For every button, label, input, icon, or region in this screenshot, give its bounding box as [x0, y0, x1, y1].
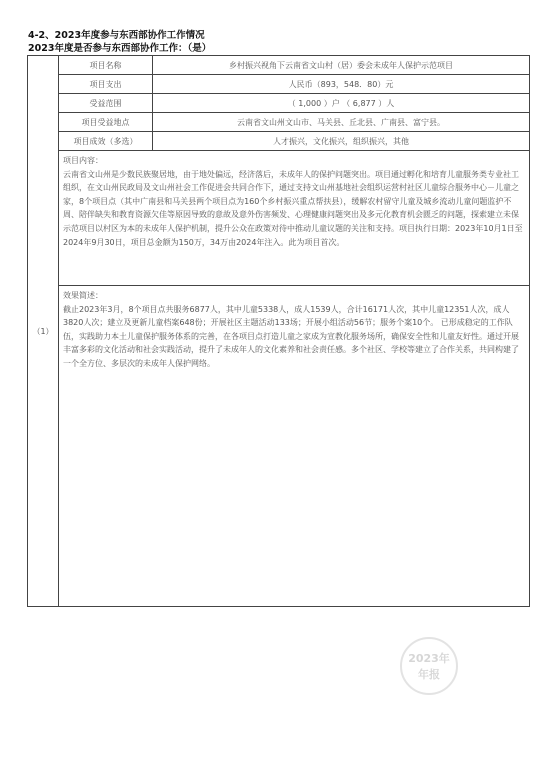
table-row — [28, 151, 530, 286]
benefit-location-value: 云南省文山州文山市、马关县、丘北县、广南县、富宁县。 — [153, 113, 530, 132]
project-name-label: 项目名称 — [59, 56, 153, 75]
project-outcome-label: 项目成效（多选） — [59, 132, 153, 151]
benefit-location-label: 项目受益地点 — [59, 113, 153, 132]
project-name-value: 乡村振兴视角下云南省文山村（居）委会未成年人保护示范项目 — [153, 56, 530, 75]
table-row — [28, 56, 530, 75]
project-table — [27, 55, 530, 607]
benefit-scope-label: 受益范围 — [59, 94, 153, 113]
effect-summary-cell — [59, 286, 530, 607]
table-row — [28, 132, 530, 151]
table-row — [28, 286, 530, 607]
watermark-text: 年报 — [418, 668, 440, 681]
effect-summary-text: 截止2023年3月，8个项目点共服务6877人，其中儿童5338人，成人1539人，合计16171人次，其中儿童12351人次，成人3820人次；建立及更新儿童档案648份；开展社区主题活动133场；开展小组活动56节；服务个案10个。 已形成稳定的工作队伍，实践助力本土儿童保护服务体系的完善，在各项目点打造儿童之家成为宣教化服务场所，确保安全性和儿童友好性。通过开展丰富多彩的文化活动和社会实践活动，提升了未成年人的文化素养和社会责任感。多个社区、学校等建立了合作关系，共同构建了一个全方位、多层次的未成年人保护网络。 — [63, 304, 519, 368]
benefit-scope-value: （ 1,000 ）户 （ 6,877 ）人 — [153, 94, 530, 113]
section-subtitle: 2023年度是否参与东西部协作工作：（是） — [28, 43, 212, 54]
table-row — [28, 113, 530, 132]
table-row — [28, 75, 530, 94]
table-row — [28, 94, 530, 113]
row-index: （1） — [28, 56, 59, 607]
annual-report-watermark — [400, 637, 458, 695]
project-content-label: 项目内容： — [63, 156, 103, 165]
project-outcome-value: 人才振兴，文化振兴，组织振兴，其他 — [153, 132, 530, 151]
effect-summary-label: 效果简述： — [63, 291, 103, 300]
project-expense-label: 项目支出 — [59, 75, 153, 94]
project-expense-value: 人民币（893，548．80）元 — [153, 75, 530, 94]
section-title: 4-2、2023年度参与东西部协作工作情况 — [28, 30, 205, 41]
project-content-cell — [59, 151, 530, 286]
watermark-year: 2023年 — [408, 652, 450, 665]
project-content-text: 云南省文山州是少数民族聚居地，由于地处偏远，经济落后，未成年人的保护问题突出。项目通过孵化和培育儿童服务类专业社工组织，在文山州民政局及文山州社会工作促进会共同合作下，通过支持文山州基地社会组织运营村社区儿童综合服务中心－儿童之家，8个项目点（其中广南县和马关县两个项目点为160个乡村振兴重点帮扶县），缓解农村留守儿童及城乡流动儿童问题监护不周、陪伴缺失和教育资源欠佳等原因导致的意故及意外伤害频发、心理健康问题突出及多元化教育机会匮乏的问题，探索建立未保示范项目以村区为本的未成年人保护机制，提升公众在政策对待中推动儿童议题的关注和支持。项目执行日期：2023年10月1日至2024年9月30日，项目总金额为150万，34万由2024年注入。此为项目首次。 — [63, 169, 523, 247]
